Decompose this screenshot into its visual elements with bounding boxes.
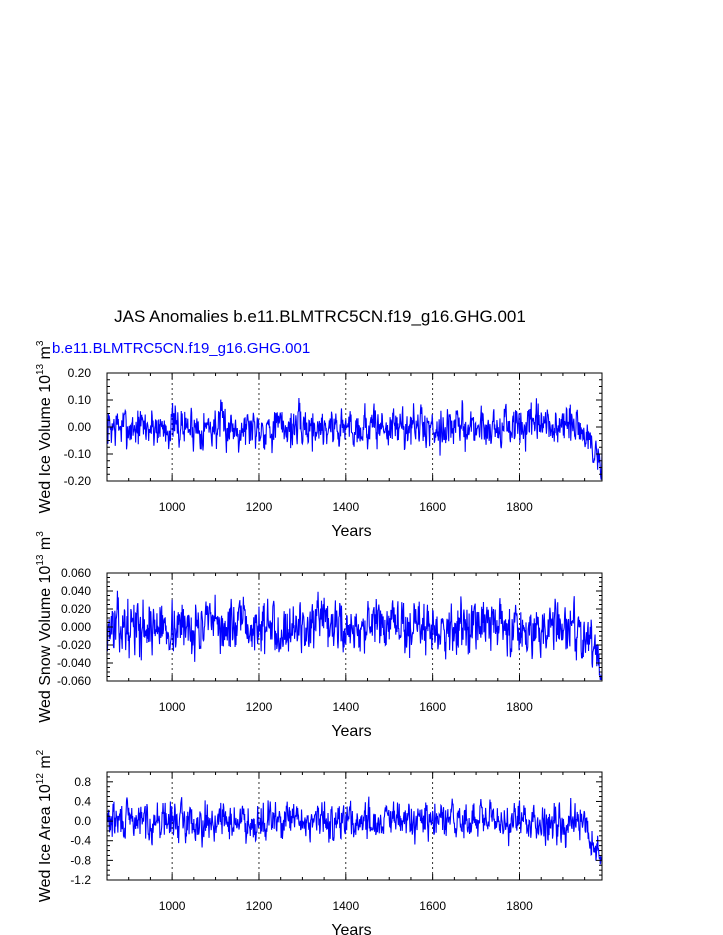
y-tick-label: 0.0 <box>74 814 91 829</box>
x-tick-label: 1000 <box>158 899 186 913</box>
x-axis-label: Years <box>331 523 372 540</box>
chart-panels <box>35 340 602 935</box>
figure-subtitle: b.e11.BLMTRC5CN.f19_g16.GHG.001 <box>52 340 311 357</box>
y-tick-label: -1.2 <box>70 873 91 887</box>
x-tick-label: 1600 <box>419 500 447 514</box>
x-tick-label: 1000 <box>158 700 186 714</box>
y-tick-label: 0.10 <box>67 393 91 407</box>
series-line <box>107 797 602 865</box>
y-tick-label: 0.4 <box>74 794 91 809</box>
x-axis-label: Years <box>331 922 372 935</box>
series-line <box>107 398 602 480</box>
figure-title: JAS Anomalies b.e11.BLMTRC5CN.f19_g16.GHG.001 <box>114 307 526 326</box>
x-tick-label: 1800 <box>506 500 533 514</box>
chart-panel-1 <box>35 340 602 540</box>
x-tick-label: 1600 <box>419 700 447 714</box>
y-tick-label: -0.20 <box>63 474 91 488</box>
x-tick-label: 1000 <box>158 500 186 514</box>
y-tick-label: -0.8 <box>70 853 91 868</box>
y-tick-label: 0.20 <box>67 366 91 380</box>
x-tick-label: 1800 <box>506 899 533 913</box>
x-tick-label: 1400 <box>332 500 360 514</box>
y-axis-label: Wed Snow Volume $10^{13}$ $m^3$ <box>35 531 54 723</box>
y-tick-label: 0.060 <box>60 566 91 580</box>
x-axis-label: Years <box>331 723 372 740</box>
y-tick-label: -0.060 <box>56 674 91 688</box>
y-tick-label: 0.00 <box>67 420 91 434</box>
series-line <box>107 591 602 680</box>
y-tick-label: 0.8 <box>74 774 91 789</box>
y-axis-label: Wed Ice Area $10^{12}$ $m^2$ <box>35 749 54 903</box>
x-tick-label: 1200 <box>245 700 273 714</box>
x-tick-label: 1200 <box>245 500 273 514</box>
y-tick-label: -0.10 <box>63 447 91 461</box>
x-tick-label: 1400 <box>332 700 360 714</box>
chart-panel-2 <box>35 531 602 740</box>
x-tick-label: 1200 <box>245 899 273 913</box>
y-tick-label: 0.000 <box>60 620 91 634</box>
y-axis-label: Wed Ice Volume $10^{13}$ $m^3$ <box>35 340 54 514</box>
x-tick-label: 1800 <box>506 700 533 714</box>
x-tick-label: 1400 <box>332 899 360 913</box>
y-tick-label: -0.040 <box>56 656 91 670</box>
y-tick-label: -0.4 <box>70 833 91 848</box>
x-tick-label: 1600 <box>419 899 447 913</box>
y-tick-label: 0.040 <box>60 584 91 598</box>
y-tick-label: 0.020 <box>60 602 91 616</box>
chart-panel-3 <box>35 749 602 935</box>
y-tick-label: -0.020 <box>56 638 91 652</box>
